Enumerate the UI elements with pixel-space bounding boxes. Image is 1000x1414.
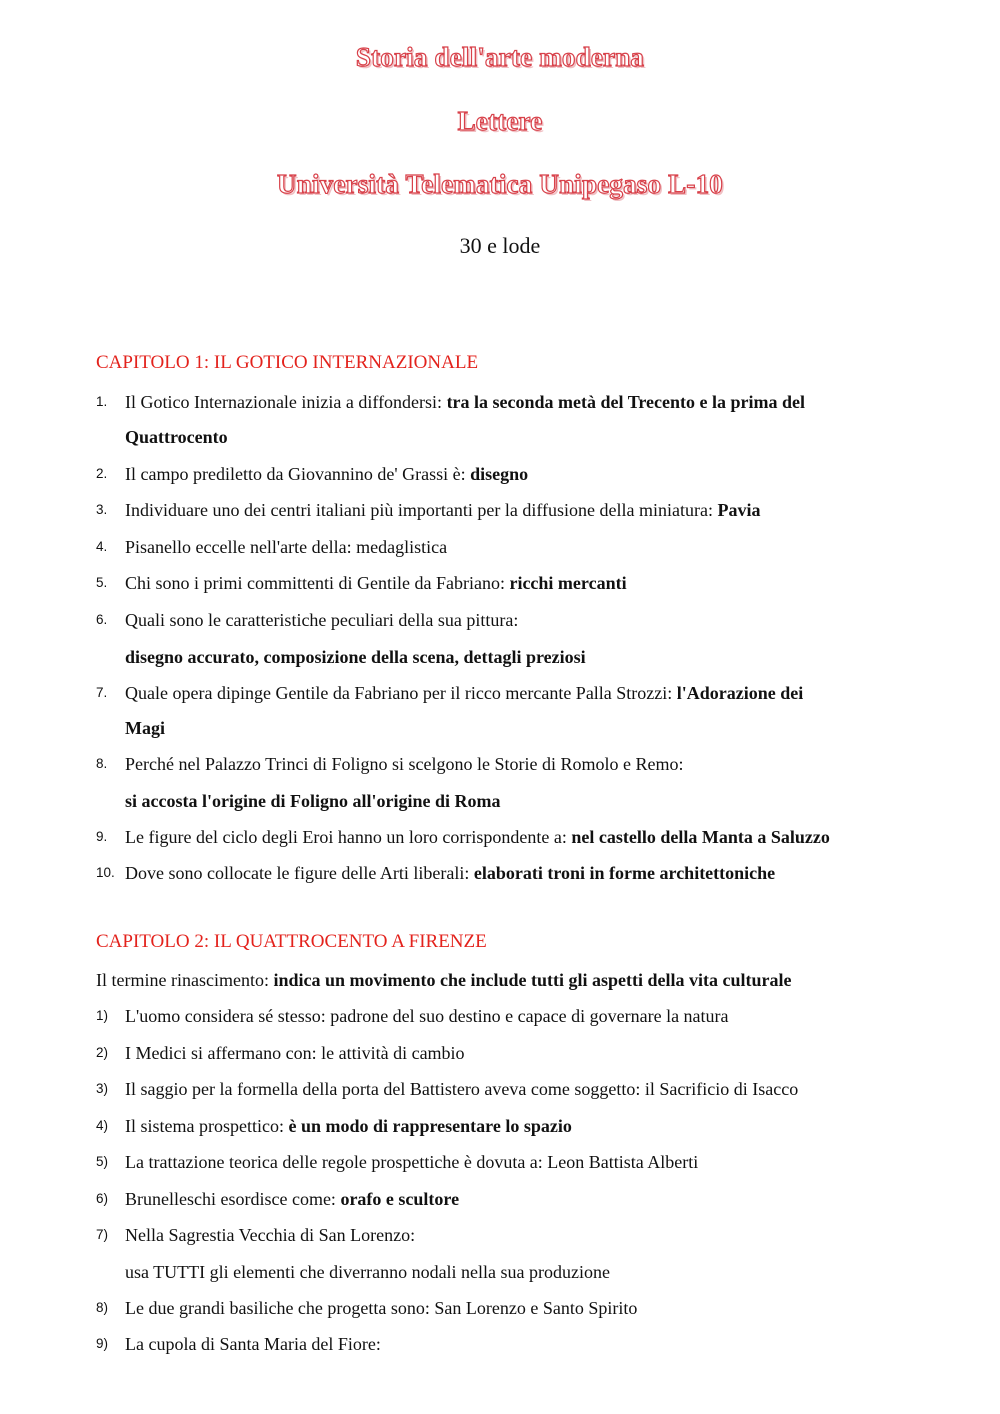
list-item bbox=[125, 862, 775, 884]
list-number: 4. bbox=[96, 539, 108, 554]
question-text: Perché nel Palazzo Trinci di Foligno si scelgono le Storie di Romolo e Remo: bbox=[125, 754, 684, 774]
answer-text: tra la seconda metà del Trecento e la prima del bbox=[446, 392, 805, 412]
list-number: 9. bbox=[96, 829, 108, 844]
list-item bbox=[125, 1151, 698, 1173]
chapter-2-intro bbox=[96, 969, 791, 991]
question-text: Quale opera dipinge Gentile da Fabriano per il ricco mercante Palla Strozzi: bbox=[125, 683, 677, 703]
document-subtitle: Lettere bbox=[457, 106, 543, 136]
answer-continuation: Magi bbox=[125, 718, 165, 738]
answer-text: orafo e scultore bbox=[340, 1189, 460, 1209]
list-item bbox=[125, 753, 683, 775]
list-item bbox=[125, 1005, 729, 1027]
list-item bbox=[125, 1188, 459, 1210]
list-number: 3) bbox=[96, 1081, 109, 1096]
question-text: Brunelleschi esordisce come: bbox=[125, 1189, 341, 1209]
list-number: 4) bbox=[96, 1118, 109, 1133]
list-item bbox=[125, 1333, 381, 1355]
list-item bbox=[125, 391, 805, 413]
list-item bbox=[125, 536, 447, 558]
question-text: Il campo prediletto da Giovannino de' Grassi è: bbox=[125, 464, 471, 484]
list-number: 2. bbox=[96, 466, 108, 481]
answer-text: Pavia bbox=[717, 500, 761, 520]
question-text: Individuare uno dei centri italiani più importanti per la diffusione della miniatura: bbox=[125, 500, 718, 520]
list-item bbox=[125, 682, 803, 704]
university-name: Università Telematica Unipegaso L-10 bbox=[277, 169, 723, 199]
list-item bbox=[125, 609, 518, 631]
list-number: 6. bbox=[96, 612, 108, 627]
list-number: 1. bbox=[96, 394, 108, 409]
list-item bbox=[125, 1224, 415, 1246]
question-text: Chi sono i primi committenti di Gentile da Fabriano: bbox=[125, 573, 510, 593]
list-item bbox=[125, 499, 761, 521]
answer-text: nel castello della Manta a Saluzzo bbox=[571, 827, 830, 847]
list-number: 5. bbox=[96, 575, 108, 590]
question-text: Il termine rinascimento: bbox=[96, 970, 274, 990]
question-text: Il saggio per la formella della porta del Battistero aveva come soggetto: il Sacrificio di Isacco bbox=[125, 1079, 799, 1099]
answer-text: è un modo di rappresentare lo spazio bbox=[288, 1116, 572, 1136]
answer-text: disegno accurato, composizione della scena, dettagli preziosi bbox=[125, 647, 586, 667]
list-number: 9) bbox=[96, 1336, 109, 1351]
list-number: 3. bbox=[96, 502, 108, 517]
list-item bbox=[125, 572, 627, 594]
answer-text: indica un movimento che include tutti gli aspetti della vita culturale bbox=[273, 970, 792, 990]
question-text: La trattazione teorica delle regole prospettiche è dovuta a: Leon Battista Alberti bbox=[125, 1152, 699, 1172]
answer-continuation: Quattrocento bbox=[125, 427, 228, 447]
list-number: 2) bbox=[96, 1045, 109, 1060]
list-item bbox=[125, 1115, 572, 1137]
list-item bbox=[125, 463, 528, 485]
list-item bbox=[125, 826, 830, 848]
question-text: Dove sono collocate le figure delle Arti liberali: bbox=[125, 863, 474, 883]
answer-text: ricchi mercanti bbox=[509, 573, 627, 593]
question-text: L'uomo considera sé stesso: padrone del suo destino e capace di governare la natura bbox=[125, 1006, 729, 1026]
list-number: 7) bbox=[96, 1227, 109, 1242]
question-text: Quali sono le caratteristiche peculiari della sua pittura: bbox=[125, 610, 519, 630]
list-item bbox=[125, 1078, 798, 1100]
list-number: 1) bbox=[96, 1008, 109, 1023]
list-item bbox=[125, 1042, 465, 1064]
question-text: Le figure del ciclo degli Eroi hanno un loro corrispondente a: bbox=[125, 827, 572, 847]
answer-text: disegno bbox=[470, 464, 529, 484]
list-number: 6) bbox=[96, 1191, 109, 1206]
list-item bbox=[125, 1297, 637, 1319]
answer-text: l'Adorazione dei bbox=[676, 683, 804, 703]
question-text: I Medici si affermano con: le attività di cambio bbox=[125, 1043, 465, 1063]
list-number: 7. bbox=[96, 685, 108, 700]
chapter-2-heading: CAPITOLO 2: IL QUATTROCENTO A FIRENZE bbox=[96, 931, 487, 952]
answer-text: si accosta l'origine di Foligno all'origine di Roma bbox=[125, 791, 501, 811]
list-number: 8) bbox=[96, 1300, 109, 1315]
question-text: Le due grandi basiliche che progetta sono: San Lorenzo e Santo Spirito bbox=[125, 1298, 638, 1318]
list-number: 5) bbox=[96, 1154, 109, 1169]
answer-text: elaborati troni in forme architettoniche bbox=[473, 863, 776, 883]
question-text: Pisanello eccelle nell'arte della: medaglistica bbox=[125, 537, 448, 557]
list-number: 8. bbox=[96, 756, 108, 771]
question-text: Nella Sagrestia Vecchia di San Lorenzo: bbox=[125, 1225, 416, 1245]
question-text: Il sistema prospettico: bbox=[125, 1116, 289, 1136]
question-text: Il Gotico Internazionale inizia a diffondersi: bbox=[125, 392, 447, 412]
question-text: La cupola di Santa Maria del Fiore: bbox=[125, 1334, 381, 1354]
list-number: 10. bbox=[96, 865, 115, 880]
answer-text: usa TUTTI gli elementi che diverranno nodali nella sua produzione bbox=[125, 1262, 611, 1282]
chapter-1-heading: CAPITOLO 1: IL GOTICO INTERNAZIONALE bbox=[96, 352, 479, 373]
score-label: 30 e lode bbox=[459, 233, 541, 258]
document-title: Storia dell'arte moderna bbox=[355, 42, 645, 72]
